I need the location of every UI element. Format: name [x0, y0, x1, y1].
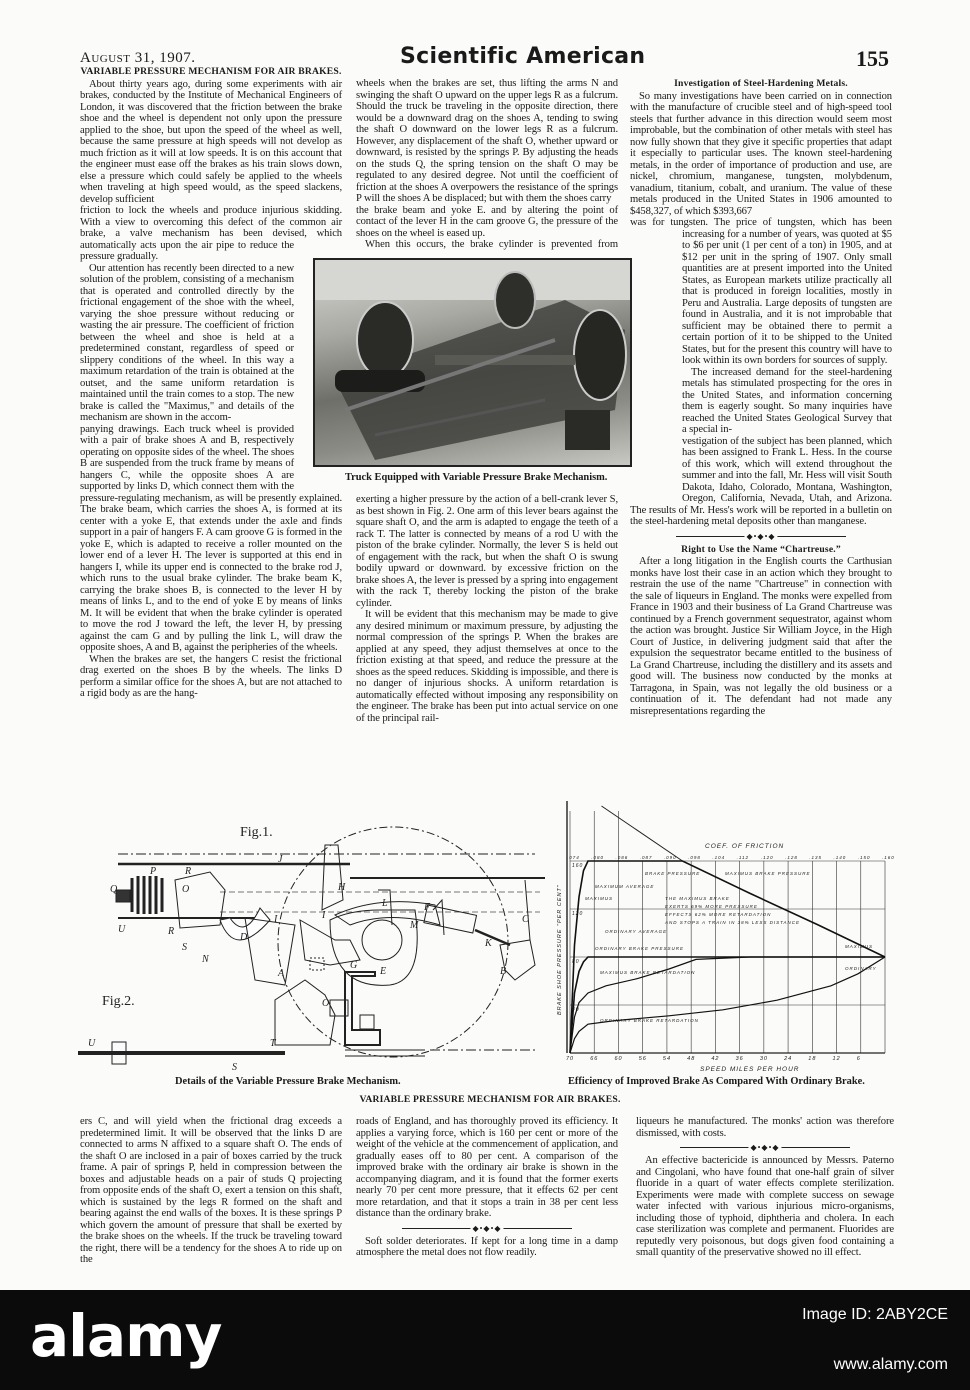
paragraph: liqueurs he manufactured. The monks' action was therefore dismissed, with costs. — [636, 1116, 894, 1139]
masthead: Scientific American — [400, 44, 646, 69]
paragraph: the brake beam and yoke E. and by altering the point of contact of the lever H in the cam groove G, the pressure of the shoes on the wheel is eased up. — [356, 204, 618, 239]
paragraph: wheels when the brakes are set, thus lifting the arms N and swinging the shaft O upward on the upper legs R as a fulcrum. Should the truck be traveling in the opposite direction, there would be a downward drag on the shoes A, tending to swing the shaft O downward on the lower legs R as a fulcrum. However, any displacement of the shaft O, whether upward or downward, is resisted by the springs P. By adjusting the heads on the studs Q, the spring tension on the shaft O may be regulated to any desired degree. Not until the coefficient of friction at the shoes A overpowers the resistance of the springs P will the shoes A be displaced; but with them the shoes carry — [356, 78, 618, 204]
chart-top-tick-label: .120 — [760, 855, 774, 860]
part-label: F — [424, 902, 431, 913]
chart-x-tick-label: 56 — [638, 1056, 647, 1062]
bactericide-paragraph: An effective bactericide is announced by Messrs. Paterno and Cingolani, who have found that one-half grain of silver fluoride in a quart of water effects complete sterilization. Experiments were made with complete success on sewage water infected with various injurious micro-organisms, including those of typhoid, diphtheria and cholera. In each case sterilization was complete and permanent. Fluorides are reputedly very poisonous, but dogs given food containing a small quantity of the preservative showed no ill effect. — [636, 1155, 894, 1258]
chart-x-tick-label: 12 — [832, 1056, 841, 1062]
coef-friction-line — [602, 806, 683, 861]
paragraph: It will be evident that this mechanism may be made to give any desired minimum or maximum pressure, by adjusting the normal compression of the springs P. When the brakes are applied at any speed, they adjust themselves at once to the friction existing at that speed, and reduce the pressure at the shoes as the speed reduces. Skidding is impossible, and there is no danger of injurious shocks. A uniform retardation is automatically effected without imposing any responsibility on the engineer. The brake has been put into actual service on one of the principal rail- — [356, 609, 618, 724]
chart-x-tick-label: 30 — [759, 1056, 768, 1062]
paragraph: Our attention has recently been directed to a new solution of the problem, consisting of a mechanism that is operated and controlled directly by the frictional engagement of the shoe with the wheel, varying the shoe pressure without reducing or wasting the air pressure. The coefficient of friction between the wheel and shoe is held at a predetermined constant, regardless of speed or slippery conditions of the wheel. In this way a maximum retardation of the train is obtained at the outset, and the same uniform retardation is maintained until the train comes to a stop. The new brake is called the "Maximus," and details of the mechanism are shown in the accom- — [80, 262, 294, 423]
chart-series — [570, 861, 885, 1053]
chart-y-tick-label: 120 — [572, 911, 584, 917]
chart-annotation: MAXIMUS — [845, 944, 874, 949]
part-label: D — [240, 932, 248, 943]
chart-x-tick-label: 36 — [735, 1056, 744, 1062]
part-label: U — [88, 1038, 96, 1049]
chart-series-label: MAXIMUS BRAKE PRESSURE — [725, 871, 811, 876]
alamy-logo: alamy — [30, 1302, 222, 1370]
chart-top-tick-label: .140 — [833, 855, 847, 860]
chart-labels — [566, 855, 895, 1062]
chart-x-tick-label: 60 — [614, 1056, 623, 1062]
brakes-article-bottom-col1 — [80, 1116, 342, 1266]
part-label: K — [485, 938, 492, 949]
paragraph: panying drawings. Each truck wheel is provided with a pair of brake shoes A and B, respectively operating on opposite sides of the wheel. The shoes B are suspended from the truck frame by means of hangers C, while the opposite shoes A are supported by links D, which connect them with the pressure-regulating mechanism, as will be presently explained. The brake beam, which carries the shoes A, is formed at its center with a yoke E, that extends under the axle and finds support in a pair of hangers F. A cam groove G is formed in the yoke E, which is adapted to receive a roller mounted on the lower end of a lever H. The lever is supported at this end in hangers I, while its upper end is connected to the brake rod J, which runs to the usual brake cylinder. The brake beam K, carrying the brake shoes B, is connected to the lever H by means of links L, and to the end of yoke E by means of links M. It will be evident that when the brake cylinder is operated to move the rod J toward the left, the lever H, by pressing against the cam G and by pulling the link L, will draw the opposite shoes, A and B, against the peripheries of the wheels. — [80, 423, 342, 653]
chartreuse-article-title: Right to Use the Name “Chartreuse.” — [681, 543, 841, 555]
chart-x-tick-label: 6 — [856, 1056, 861, 1062]
chart-annotation: MAXIMUS — [585, 896, 614, 901]
part-label: C — [522, 914, 529, 925]
image-id: Image ID: 2ABY2CE — [802, 1306, 948, 1323]
paragraph: About thirty years ago, during some experiments with air brakes, conducted by the Institute of Mechanical Engineers of London, it was discovered that the friction between the brake shoe and the wheel is dependent not only upon the pressure applied to the shoe, but upon the speed of the wheel as well, because the same pressure at high speeds will not develop as much friction as it will at low speeds. It is on this account that the engineer must ease off the brakes as his train slows down, else a pressure which could safely be applied to the wheels when traveling at high speed would, as the speed slackens, develop sufficient — [80, 78, 342, 205]
part-label: A — [278, 968, 285, 979]
paragraph: When the brakes are set, the hangers C resist the frictional drag exerted on the shoes B by the wheels. The links D perform a similar office for the shoes A, but are not attached to a rigid body as are the hang- — [80, 653, 342, 699]
photo-spacer — [630, 232, 682, 494]
part-label: U — [118, 924, 126, 935]
paragraph: ers C, and will yield when the frictional drag exceeds a predetermined limit. It will be observed that the links D are connected to arms N affixed to a square shaft O. The ends of the shaft O are inclosed in a pair of boxes carried by the truck frame. A pair of springs P, held in compression between the boxes and adjustable heads on a pair of studs Q projecting from opposite ends of the shaft O, exert a tension on this shaft, which is sustained by the legs R formed on the shaft and bearing against the end walls of the boxes. It is these springs P which govern the amount of pressure that shall be exerted by the brake shoes on the wheels. If the truck be traveling toward the right, there will be a tendency for the shoes A to ride up on the — [80, 1116, 342, 1265]
part-label: B — [500, 966, 507, 977]
paragraph: After a long litigation in the English courts the Carthusian monks have lost their case in an action which they brought to restrain the use of the name "Chartreuse" in connection with the sale of liqueurs in England. The monks were expelled from France in 1903 and their business of La Grand Chartreuse was continued by a French government sequestrator, against whom the action was brought. Justice Sir William Joyce, in the High Court of Justice, in delivering judgment said that after the expulsion the sequestrator became entitled to the business of La Grand Chartreuse, including the distillery and its assets and good will. The business now conducted by the monks at Tarragona, in Spain, was not legally the old business or a continuation of it. The defendant had not made any misrepresentations regarding the — [630, 556, 892, 717]
part-label: N — [202, 954, 209, 965]
chart-x-tick-label: 42 — [711, 1056, 720, 1062]
chart-annotation: ORDINARY AVERAGE — [605, 929, 668, 934]
part-label: Q — [110, 884, 118, 895]
chart-top-tick-label: .160 — [882, 855, 895, 860]
part-label: R — [185, 866, 192, 877]
chartreuse-bactericide-col — [636, 1116, 894, 1259]
chart-x-tick-label: 54 — [662, 1056, 672, 1062]
chart-annotation: BRAKE PRESSURE — [645, 871, 701, 876]
part-label: O — [322, 998, 330, 1009]
chart-x-tick-label: 66 — [590, 1056, 599, 1062]
fig2-label: Fig.2. — [102, 994, 135, 1009]
drawing-caption: Details of the Variable Pressure Brake Mechanism. — [175, 1076, 401, 1087]
steel-article-title: Investigation of Steel-Hardening Metals. — [674, 78, 848, 89]
chart-x-tick-label: 18 — [808, 1056, 817, 1062]
fig1-label: Fig.1. — [240, 825, 273, 840]
part-label: L — [382, 898, 388, 909]
part-label: G — [350, 960, 358, 971]
part-label: P — [150, 866, 157, 877]
efficiency-chart — [555, 800, 900, 1075]
chart-series-label: ORDINARY BRAKE RETARDATION — [600, 1018, 699, 1023]
chart-y-tick-label: 160 — [572, 863, 584, 869]
chart-annotation: AND STOPS A TRAIN IN 38% LESS DISTANCE — [665, 920, 801, 925]
solder-paragraph: Soft solder deteriorates. If kept for a long time in a damp atmosphere the metal does not flow readily. — [356, 1235, 618, 1258]
photo-caption: Truck Equipped with Variable Pressure Brake Mechanism. — [345, 472, 608, 483]
part-label: H — [338, 882, 346, 893]
part-label: R — [168, 926, 175, 937]
chart-xlabel: SPEED MILES PER HOUR — [700, 1066, 800, 1073]
joint-caption: VARIABLE PRESSURE MECHANISM FOR AIR BRAKES. — [359, 1094, 621, 1105]
brakes-article-title: VARIABLE PRESSURE MECHANISM FOR AIR BRAKES. — [80, 66, 342, 77]
part-label: M — [410, 920, 419, 931]
issue-date: August 31, 1907. — [80, 50, 196, 66]
part-label: I — [274, 914, 278, 925]
section-divider: ◆•◆•◆ — [680, 1143, 850, 1152]
chart-top-tick-label: .135 — [809, 855, 823, 860]
paragraph: was for tungsten. The price of tungsten, which has been increasing for a number of years, was quoted at $5 to $6 per unit (1 per cent of a ton) in 1905, and at $12 per unit in the spring of 1907. Only small quantities are at present imported into the United States, as European markets utilize practically all that is produced in foreign localities, mostly in Peru and Australia. Large deposits of tungsten are found in Australia, and it is not improbable that sufficient may be obtained there to permit a certain portion of it to be shipped to the United States, but for the present this country will have to look within its own borders for sources of supply. — [630, 217, 892, 366]
page-number: 155 — [856, 46, 889, 71]
alamy-url: www.alamy.com — [833, 1356, 948, 1373]
chart-top-tick-label: .150 — [857, 855, 871, 860]
chart-top-tick-label: .086 — [615, 855, 629, 860]
part-label: S — [232, 1062, 237, 1073]
chart-ylabel: BRAKE SHOE PRESSURE "PER CENT" — [557, 884, 563, 1015]
paragraph: vestigation of the subject has been planned, which has been assigned to Frank L. Hess. In the course of this work, which will extend throughout the summer and into the fall, Mr. Hess will visit South Dakota, Idaho, Colorado, Montana, Washington, Oregon, California, Nevada, Utah, and Arizona. The results of Mr. Hess's work will be reported in a bulletin on the steel-hardening metal deposits other than manganese. — [630, 435, 892, 527]
part-label: T — [270, 1038, 276, 1049]
chart-annotation: EXERTS 69% MORE PRESSURE — [665, 904, 758, 909]
chart-annotation: THE MAXIMUS BRAKE — [665, 896, 730, 901]
chart-y-tick-label: 80 — [572, 959, 580, 965]
right-column — [630, 78, 892, 717]
chart-x-tick-label: 70 — [566, 1056, 575, 1062]
section-divider: ◆•◆•◆ — [402, 1224, 572, 1233]
paragraph: So many investigations have been carried on in connection with the manufacture of crucible steel and of high-speed tool steels that further advance in this direction would seem most improbable, but the combination of other metals with steel has now fully shown that they give it specific properties that adapt it especially to particular uses. The known steel-hardening metals, in the order of importance of production and use, are nickel, chromium, manganese, tungsten, molybdenum, vanadium, titanium, cobalt, and uranium. The value of these metals produced in the United States in 1906 amounted to $458,327, of which $393,667 — [630, 90, 892, 217]
brake-mechanism-drawing — [60, 800, 560, 1080]
chart-caption: Efficiency of Improved Brake As Compared With Ordinary Brake. — [568, 1076, 865, 1087]
chart-annotation: MAXIMUM AVERAGE — [595, 884, 655, 889]
chart-top-tick-label: .112 — [736, 855, 750, 860]
chart-top-tick-label: .098 — [688, 855, 701, 860]
chart-y-tick-label: 40 — [572, 1007, 580, 1013]
chart-top-tick-label: .087 — [639, 855, 653, 860]
truck-photo — [313, 258, 632, 467]
chart-top-tick-label: .104 — [712, 855, 726, 860]
truck-photo-image — [315, 260, 630, 465]
part-label: E — [380, 966, 387, 977]
chart-series-label: MAXIMUS BRAKE RETARDATION — [600, 970, 696, 975]
paragraph: friction to lock the wheels and produce injurious skidding. With a view to overcoming this defect of the common air brake, a valve mechanism has been devised, which automatically acts upon the air pipe to reduce the pressure gradually. — [80, 205, 342, 262]
chart-annotation: ORDINARY — [845, 966, 877, 971]
chart-top-tick-label: .074 — [567, 855, 580, 860]
brakes-article-bottom-col2 — [356, 1116, 618, 1259]
chart-series-label: ORDINARY BRAKE PRESSURE — [595, 946, 685, 951]
brakes-article-col1 — [80, 66, 342, 700]
part-label: O — [182, 884, 190, 895]
chart-top-axis-label: COEF. OF FRICTION — [705, 843, 785, 850]
chart-top-tick-label: .080 — [591, 855, 604, 860]
chart-x-tick-label: 48 — [687, 1056, 696, 1062]
chart-annotation: EFFECTS 62% MORE RETARDATION — [665, 912, 772, 917]
paragraph: roads of England, and has thoroughly proved its efficiency. It applies a varying force, which is 160 per cent or more of the weight of the vehicle at the commencement of application, and gradually eases off to 80 per cent. A comparison of the improved brake with the ordinary air brake is shown in the accompanying diagram, and it is found that the former exerts nearly 70 per cent more pressure, that it effects 62 per cent more retardation, and that it stops a train in 38 per cent less distance than the ordinary brake. — [356, 1116, 618, 1219]
part-label: I — [322, 910, 326, 921]
chart-top-tick-label: .128 — [785, 855, 798, 860]
chart-top-tick-label: .090 — [663, 855, 677, 860]
section-divider: ◆•◆•◆ — [676, 532, 846, 541]
paragraph: When this occurs, the brake cylinder is prevented from exerting a higher pressure by the action of a bell-crank lever S, as best shown in Fig. 2. One arm of this lever bears against the square shaft O, and the arm is adapted to engage the teeth of a rack T. The latter is connected by means of a rod U with the piston of the brake cylinder. Normally, the lever S is held out of engagement with the rack, but when the shaft O is swung bodily upward or downward. by excessive friction on the brake shoes A, the lever is pressed by a spring into engagement with the rack T, thereby locking the piston of the brake cylinder. — [356, 239, 619, 609]
chart-grid — [567, 801, 885, 1053]
part-label: S — [182, 942, 187, 953]
part-label: J — [278, 854, 283, 865]
paragraph: The increased demand for the steel-hardening metals has stimulated prospecting for the ores in the United States, and information concerning them is eagerly sought. So many inquiries have reached the United States Geological Survey that a special in- — [682, 366, 892, 435]
chart-x-tick-label: 24 — [784, 1056, 793, 1062]
